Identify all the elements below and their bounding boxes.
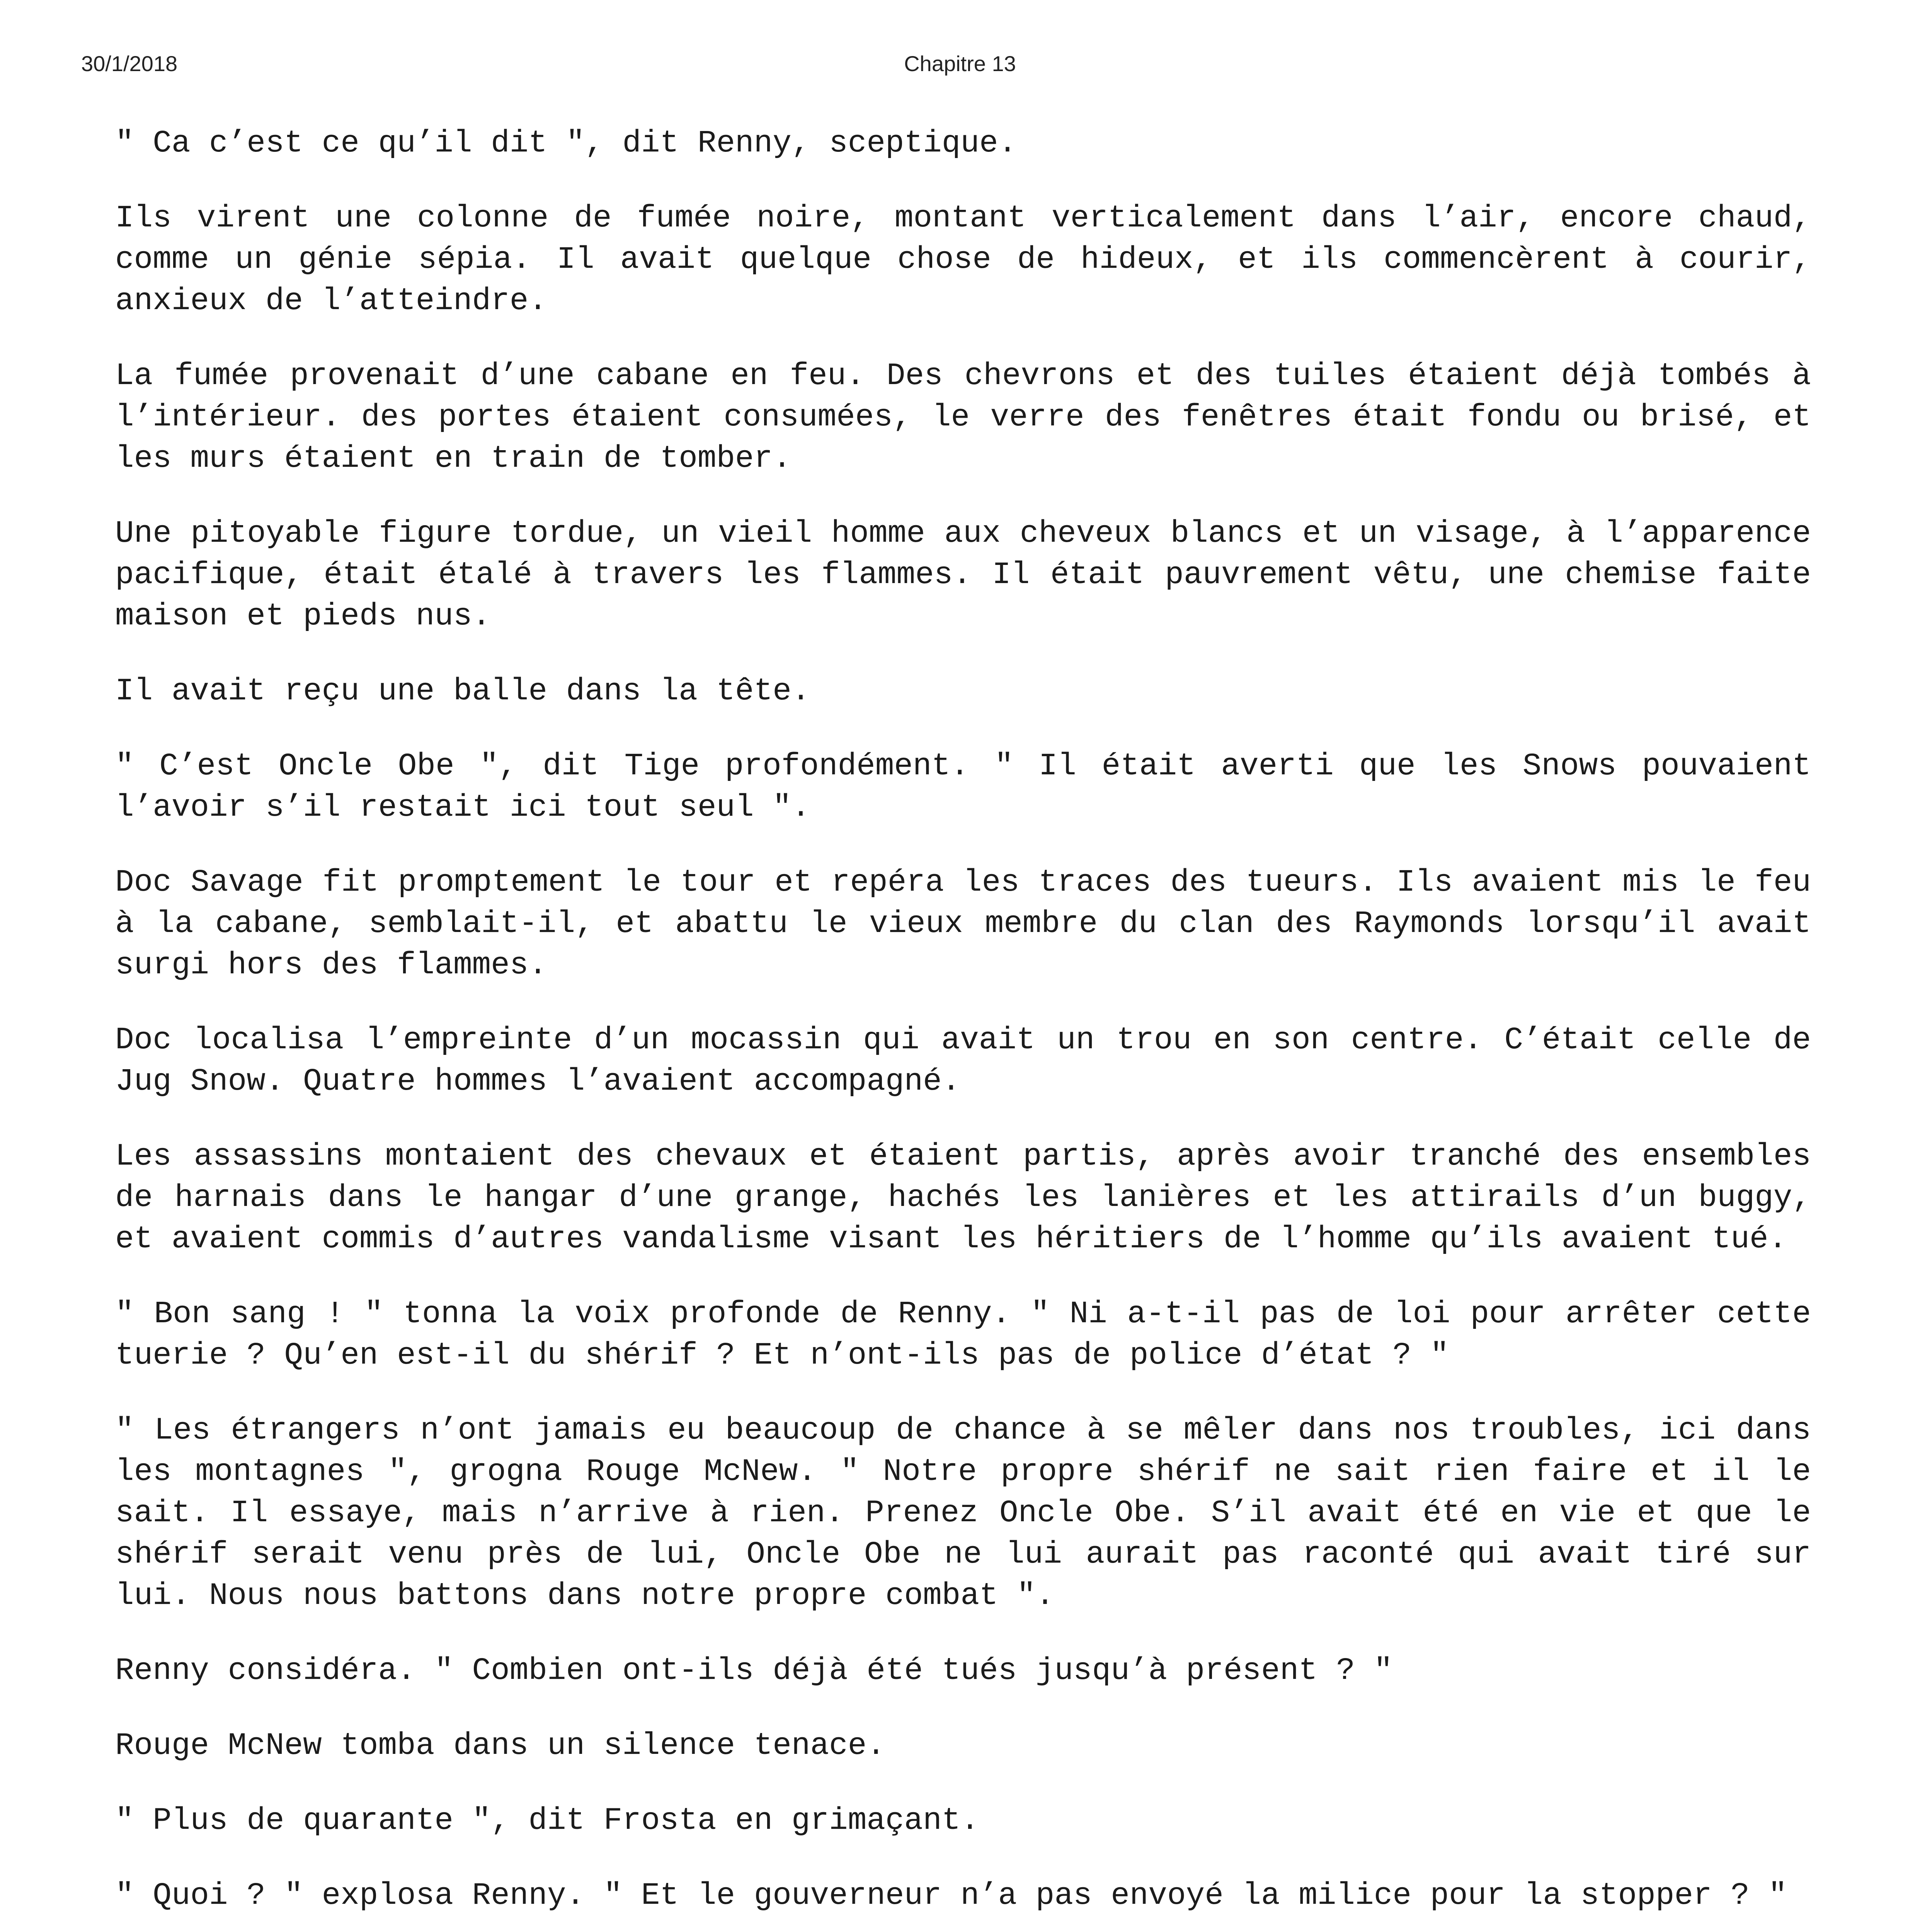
paragraph: Une pitoyable figure tordue, un vieil homme aux cheveux blancs et un visage, à l’apparence pacifique, était étalé à travers les flammes. Il était pauvrement vêtu, une chemise faite maison et pieds nus. [115, 516, 1811, 634]
paragraph: Doc localisa l’empreinte d’un mocassin qui avait un trou en son centre. C’était celle de Jug Snow. Quatre hommes l’avaient accompagné. [115, 1023, 1811, 1099]
paragraph: " Quoi ? " explosa Renny. " Et le gouverneur n’a pas envoyé la milice pour la stopper ? " [115, 1878, 1787, 1913]
paragraph: Il avait reçu une balle dans la tête. [115, 674, 810, 709]
paragraph: Les assassins montaient des chevaux et étaient partis, après avoir tranché des ensembles de harnais dans le hangar d’une grange, hachés les lanières et les attirails d’un buggy, et avaient commis d’autres vandalisme visant les héritiers de l’homme qu’ils avaient tué. [115, 1139, 1811, 1257]
paragraph: " Les étrangers n’ont jamais eu beaucoup de chance à se mêler dans nos troubles, ici dans les montagnes ", grogna Rouge McNew. " Notre propre shérif ne sait rien faire et il le sait. Il essaye, mais n’arrive à rien. Prenez Oncle Obe. S’il avait été en vie et que le shérif serait venu près de lui, Oncle Obe ne lui aurait pas raconté qui avait tiré sur lui. Nous nous battons dans notre propre combat ". [115, 1413, 1811, 1614]
page-title: Chapitre 13 [904, 51, 1016, 76]
paragraph: " Bon sang ! " tonna la voix profonde de Renny. " Ni a-t-il pas de loi pour arrêter cette tuerie ? Qu’en est-il du shérif ? Et n’ont-ils pas de police d’état ? " [115, 1297, 1811, 1373]
paragraph: Rouge McNew tomba dans un silence tenace. [115, 1728, 885, 1764]
print-header [81, 51, 1839, 78]
paragraph: " Ca c’est ce qu’il dit ", dit Renny, sceptique. [115, 126, 1017, 161]
paragraph: " Plus de quarante ", dit Frosta en grimaçant. [115, 1803, 979, 1838]
paragraph: La fumée provenait d’une cabane en feu. Des chevrons et des tuiles étaient déjà tombés à l’intérieur. des portes étaient consumées, le verre des fenêtres était fondu ou brisé, et les murs étaient en train de tomber. [115, 359, 1811, 476]
paragraph: Ils virent une colonne de fumée noire, montant verticalement dans l’air, encore chaud, comme un génie sépia. Il avait quelque chose de hideux, et ils commencèrent à courir, anxieux de l’atteindre. [115, 201, 1811, 319]
chapter-text [115, 123, 1811, 1932]
paragraph: Renny considéra. " Combien ont-ils déjà été tués jusqu’à présent ? " [115, 1653, 1393, 1689]
print-date: 30/1/2018 [81, 51, 178, 76]
paragraph: Doc Savage fit promptement le tour et repéra les traces des tueurs. Ils avaient mis le feu à la cabane, semblait-il, et abattu le vieux membre du clan des Raymonds lorsqu’il avait surgi hors des flammes. [115, 865, 1811, 983]
paragraph: " C’est Oncle Obe ", dit Tige profondément. " Il était averti que les Snows pouvaient l’avoir s’il restait ici tout seul ". [115, 749, 1811, 825]
